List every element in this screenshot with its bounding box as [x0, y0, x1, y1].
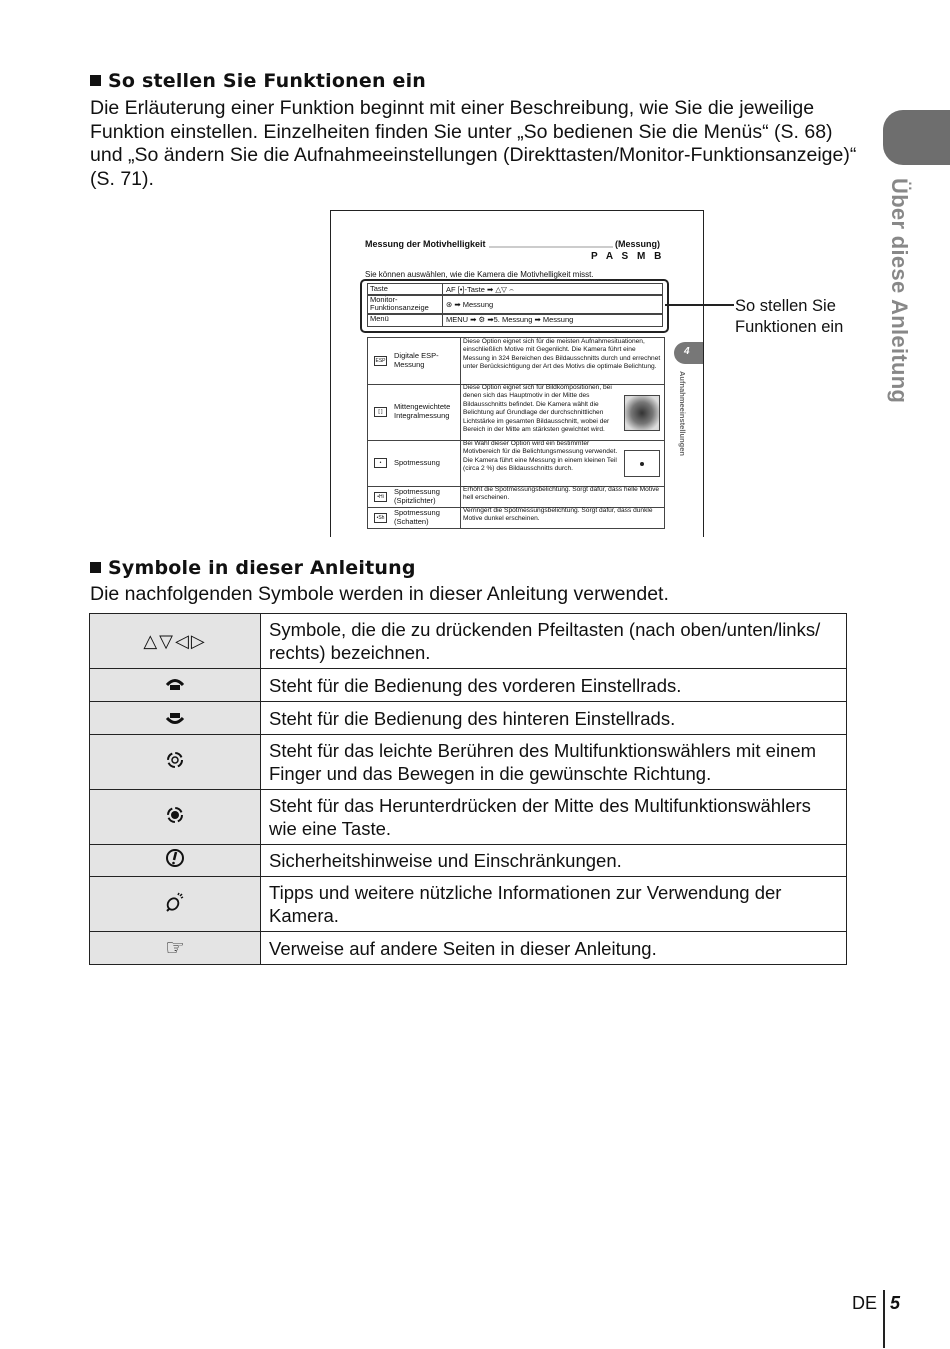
op-value: ⊛ ➡ Messung: [442, 295, 493, 314]
example-metering-table: [367, 337, 665, 529]
example-chapter-tab: 4: [674, 342, 703, 364]
symbol-description: Steht für das leichte Berühren des Multifunktionswählers mit einem Finger und das Bewegen in die gewünschte Richtung.: [261, 735, 847, 790]
table-row: •Hi Spotmessung (Spitzlichter) Erhöht die Spotmessungsbelichtung. Sorgt dafür, dass helle Motive hell erscheinen.: [368, 486, 664, 508]
table-row: [90, 932, 847, 965]
chapter-title-vertical: Über diese Anleitung: [887, 178, 912, 404]
section-paragraph: [90, 97, 880, 191]
symbol-description: Sicherheitshinweise und Einschränkungen.: [261, 845, 847, 877]
section-heading-functions: So stellen Sie Funktionen ein: [90, 70, 426, 92]
example-chapter-label: Aufnahmeeinstellungen: [678, 371, 687, 457]
callout-label: So stellen Sie Funktionen ein: [735, 297, 844, 336]
paragraph-line: und „So ändern Sie die Aufnahmeeinstellungen (Direkttasten/Monitor-Funktionsanzeige)“: [90, 144, 857, 166]
spot-dot: [640, 462, 644, 466]
spot-metering-icon: •: [374, 458, 387, 468]
example-operations-box: [360, 279, 669, 333]
symbol-description: Steht für die Bedienung des vorderen Einstellrads.: [261, 669, 847, 702]
table-row: [90, 845, 847, 877]
symbol-description: Steht für das Herunterdrücken der Mitte des Multifunktionswählers wie eine Taste.: [261, 790, 847, 845]
table-row: ESP Digitale ESP-Messung Diese Option eignet sich für die meisten Aufnahmesituationen, einschließlich Motive mit Gegenlicht. Die Kamera führt eine Messung in 324 Bereichen des Bildausschnitts durch und errechnet unter Berücksichtigung der Art des Motivs die optimale Belichtung.: [368, 338, 664, 385]
example-intro: Sie können auswählen, wie die Kamera die Motivhelligkeit misst.: [365, 270, 594, 279]
multi-selector-press-icon: [90, 790, 261, 845]
rear-dial-icon: [90, 702, 261, 735]
paragraph-line: Funktion einstellen. Einzelheiten finden Sie unter „So bedienen Sie die Menüs“ (S. 68): [90, 120, 833, 143]
center-weighted-icon: [ ]: [374, 407, 387, 417]
footer-divider: [883, 1290, 885, 1348]
table-row: [90, 790, 847, 845]
table-row: •Sh Spotmessung (Schatten) Verringert die Spotmessungsbelichtung. Sorgt dafür, dass dunkle Motive dunkel erscheinen.: [368, 507, 664, 528]
example-title: Messung der Motivhelligkeit: [365, 239, 486, 249]
square-bullet-icon: [90, 75, 101, 86]
spot-metering-illustration: [624, 450, 660, 477]
table-row: [90, 735, 847, 790]
table-row: • Spotmessung Bei Wahl dieser Option wird ein bestimmter Motivbereich für die Belichtungsmessung verwendet. Die Kamera führt eine Messung in einem kleinen Teil (circa 2 %) des Bildausschnitts durch.: [368, 440, 664, 487]
symbol-description: Steht für die Bedienung des hinteren Einstellrads.: [261, 702, 847, 735]
paragraph-line: (S. 71).: [90, 167, 154, 190]
symbol-description: Verweise auf andere Seiten in dieser Anleitung.: [261, 932, 847, 965]
page-number: 5: [890, 1293, 901, 1313]
symbols-table: [89, 613, 847, 965]
footer-language: DE: [852, 1293, 878, 1313]
example-title-rule: [489, 246, 613, 248]
symbols-intro: Die nachfolgenden Symbole werden in dieser Anleitung verwendet.: [90, 583, 669, 605]
esp-metering-icon: ESP: [375, 358, 386, 364]
paragraph-line: Die Erläuterung einer Funktion beginnt mit einer Beschreibung, wie Sie die jeweilige: [90, 97, 815, 119]
section-heading-symbols: Symbole in dieser Anleitung: [90, 557, 416, 579]
caution-icon: [90, 845, 261, 877]
op-label: Monitor-Funktionsanzeige: [370, 295, 429, 312]
front-dial-icon: [90, 669, 261, 702]
table-row: [90, 702, 847, 735]
tip-bulb-icon: [90, 877, 261, 932]
table-row: [90, 877, 847, 932]
example-title-right: (Messung): [615, 239, 660, 249]
op-value: MENU ➡ ⚙ ➡5. Messung ➡ Messung: [442, 314, 573, 326]
square-bullet-icon: [90, 562, 101, 573]
op-value: AF [•]-Taste ➡ △▽ ⌢: [442, 284, 514, 295]
example-modes: P A S M B: [591, 251, 665, 262]
op-label: Menü: [370, 314, 389, 323]
chapter-tab: [883, 110, 950, 165]
symbol-description: Symbole, die die zu drückenden Pfeiltasten (nach oben/unten/links/ rechts) bezeichnen.: [261, 614, 847, 669]
center-weighted-illustration: [624, 395, 660, 431]
symbol-description: Tipps und weitere nützliche Informationen zur Verwendung der Kamera.: [261, 877, 847, 932]
arrow-keys-icon: △▽◁▷: [90, 614, 261, 669]
op-row: [367, 294, 663, 315]
op-label: Taste: [370, 284, 388, 293]
op-row: [367, 313, 663, 327]
page-reference-icon: ☞: [90, 932, 261, 965]
table-row: [90, 669, 847, 702]
table-row: [90, 614, 847, 669]
multi-selector-touch-icon: [90, 735, 261, 790]
callout-leader-line: [665, 304, 734, 306]
table-row: [ ] Mittengewichtete Integralmessung Diese Option eignet sich für Bildkompositionen, bei denen sich das Hauptmotiv in der Mitte des Bildausschnitts befindet. Die Kamera wählt die Belichtung auf Grundlage der durchschnittlichen Lichtstärke im gesamten Bildausschnitt, wobei der Bereich in der Mitte am stärksten gewichtet wird.: [368, 384, 664, 441]
example-page-illustration: [330, 210, 704, 537]
spot-shadow-icon: •Sh: [374, 513, 387, 523]
spot-highlight-icon: •Hi: [374, 492, 387, 502]
